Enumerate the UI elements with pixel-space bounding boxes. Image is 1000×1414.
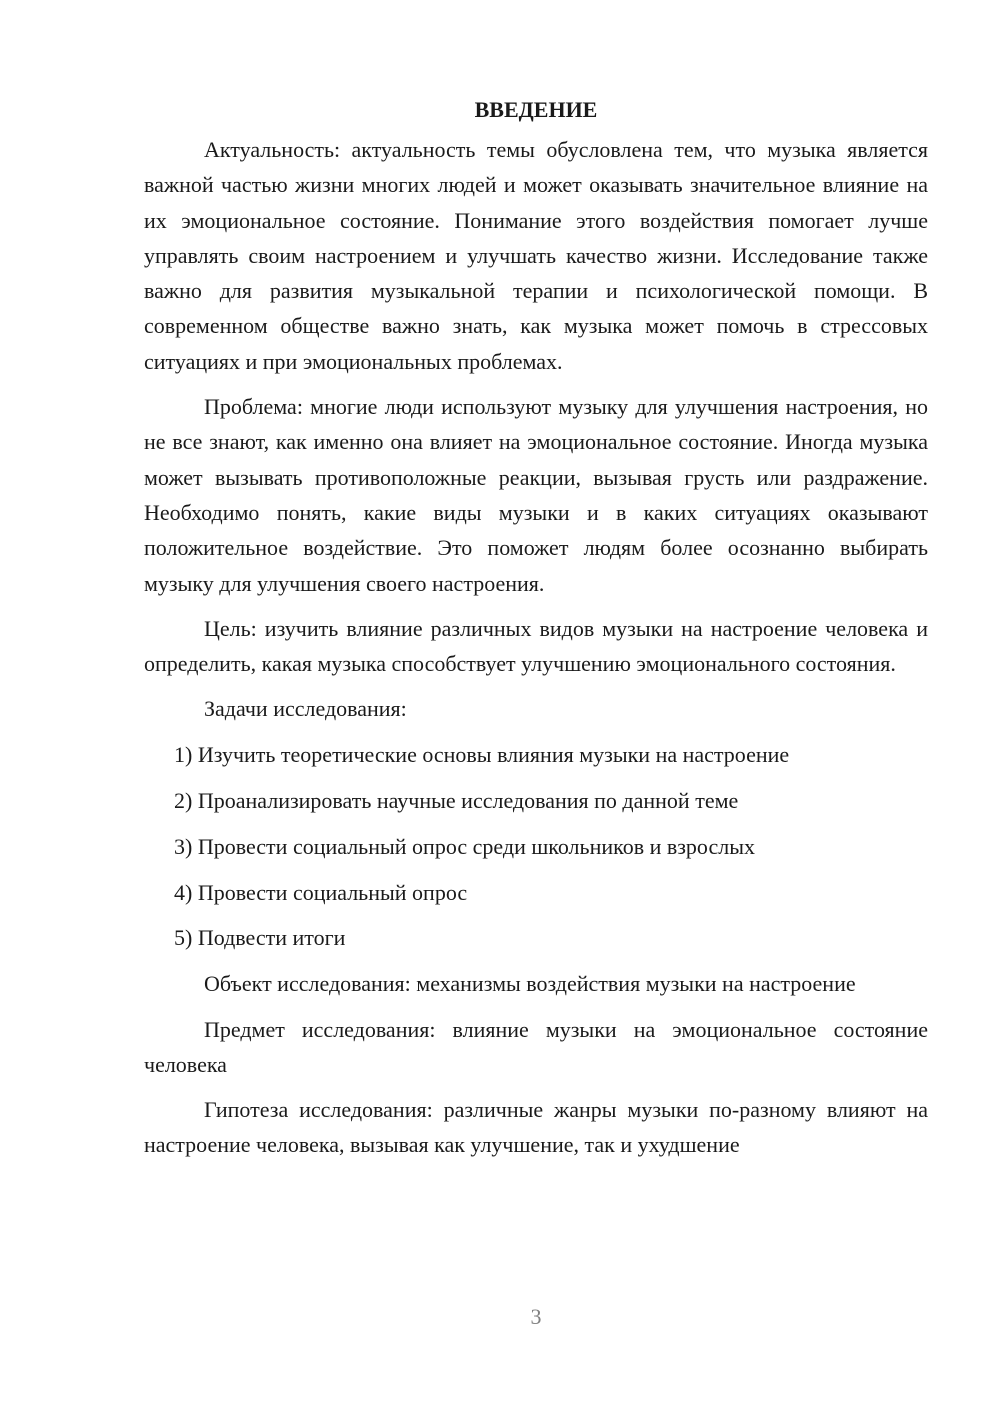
list-item: 3) Провести социальный опрос среди школьников и взрослых bbox=[174, 833, 756, 859]
section-heading: ВВЕДЕНИЕ bbox=[474, 97, 598, 122]
tasks-list bbox=[144, 737, 928, 955]
goal-paragraph: Цель: изучить влияние различных видов музыки на настроение человека и определить, какая музыка способствует улучшению эмоционального состояния. bbox=[144, 615, 928, 677]
document-page bbox=[144, 92, 928, 1173]
list-item: 5) Подвести итоги bbox=[174, 925, 346, 951]
list-item: 4) Провести социальный опрос bbox=[174, 879, 468, 905]
problem-paragraph: Проблема: многие люди используют музыку для улучшения настроения, но не все знают, как именно она влияет на эмоциональное состояние. Иногда музыка может вызывать противоположные реакции, вызывая грусть или раздражение. Необходимо понять, какие виды музыки и в каких ситуациях оказывают положительное воздействие. Это поможет людям более осознанно выбирать музыку для улучшения своего настроения. bbox=[144, 394, 928, 596]
object-paragraph: Объект исследования: механизмы воздействия музыки на настроение bbox=[204, 971, 856, 997]
subject-paragraph: Предмет исследования: влияние музыки на эмоциональное состояние человека bbox=[144, 1016, 928, 1077]
hypothesis-paragraph: Гипотеза исследования: различные жанры музыки по-разному влияют на настроение человека, вызывая как улучшение, так и ухудшение bbox=[144, 1097, 928, 1158]
list-item: 2) Проанализировать научные исследования по данной теме bbox=[174, 788, 739, 814]
tasks-heading: Задачи исследования: bbox=[204, 696, 407, 722]
list-item: 1) Изучить теоретические основы влияния музыки на настроение bbox=[174, 742, 790, 768]
page-number: 3 bbox=[530, 1304, 542, 1329]
relevance-paragraph: Актуальность: актуальность темы обусловлена тем, что музыка является важной частью жизни многих людей и может оказывать значительное влияние на их эмоциональное состояние. Понимание этого воздействия помогает лучше управлять своим настроением и улучшать качество жизни. Исследование также важно для развития музыкальной терапии и психологической помощи. В современном обществе важно знать, как музыка может помочь в стрессовых ситуациях и при эмоциональных проблемах. bbox=[144, 137, 928, 374]
